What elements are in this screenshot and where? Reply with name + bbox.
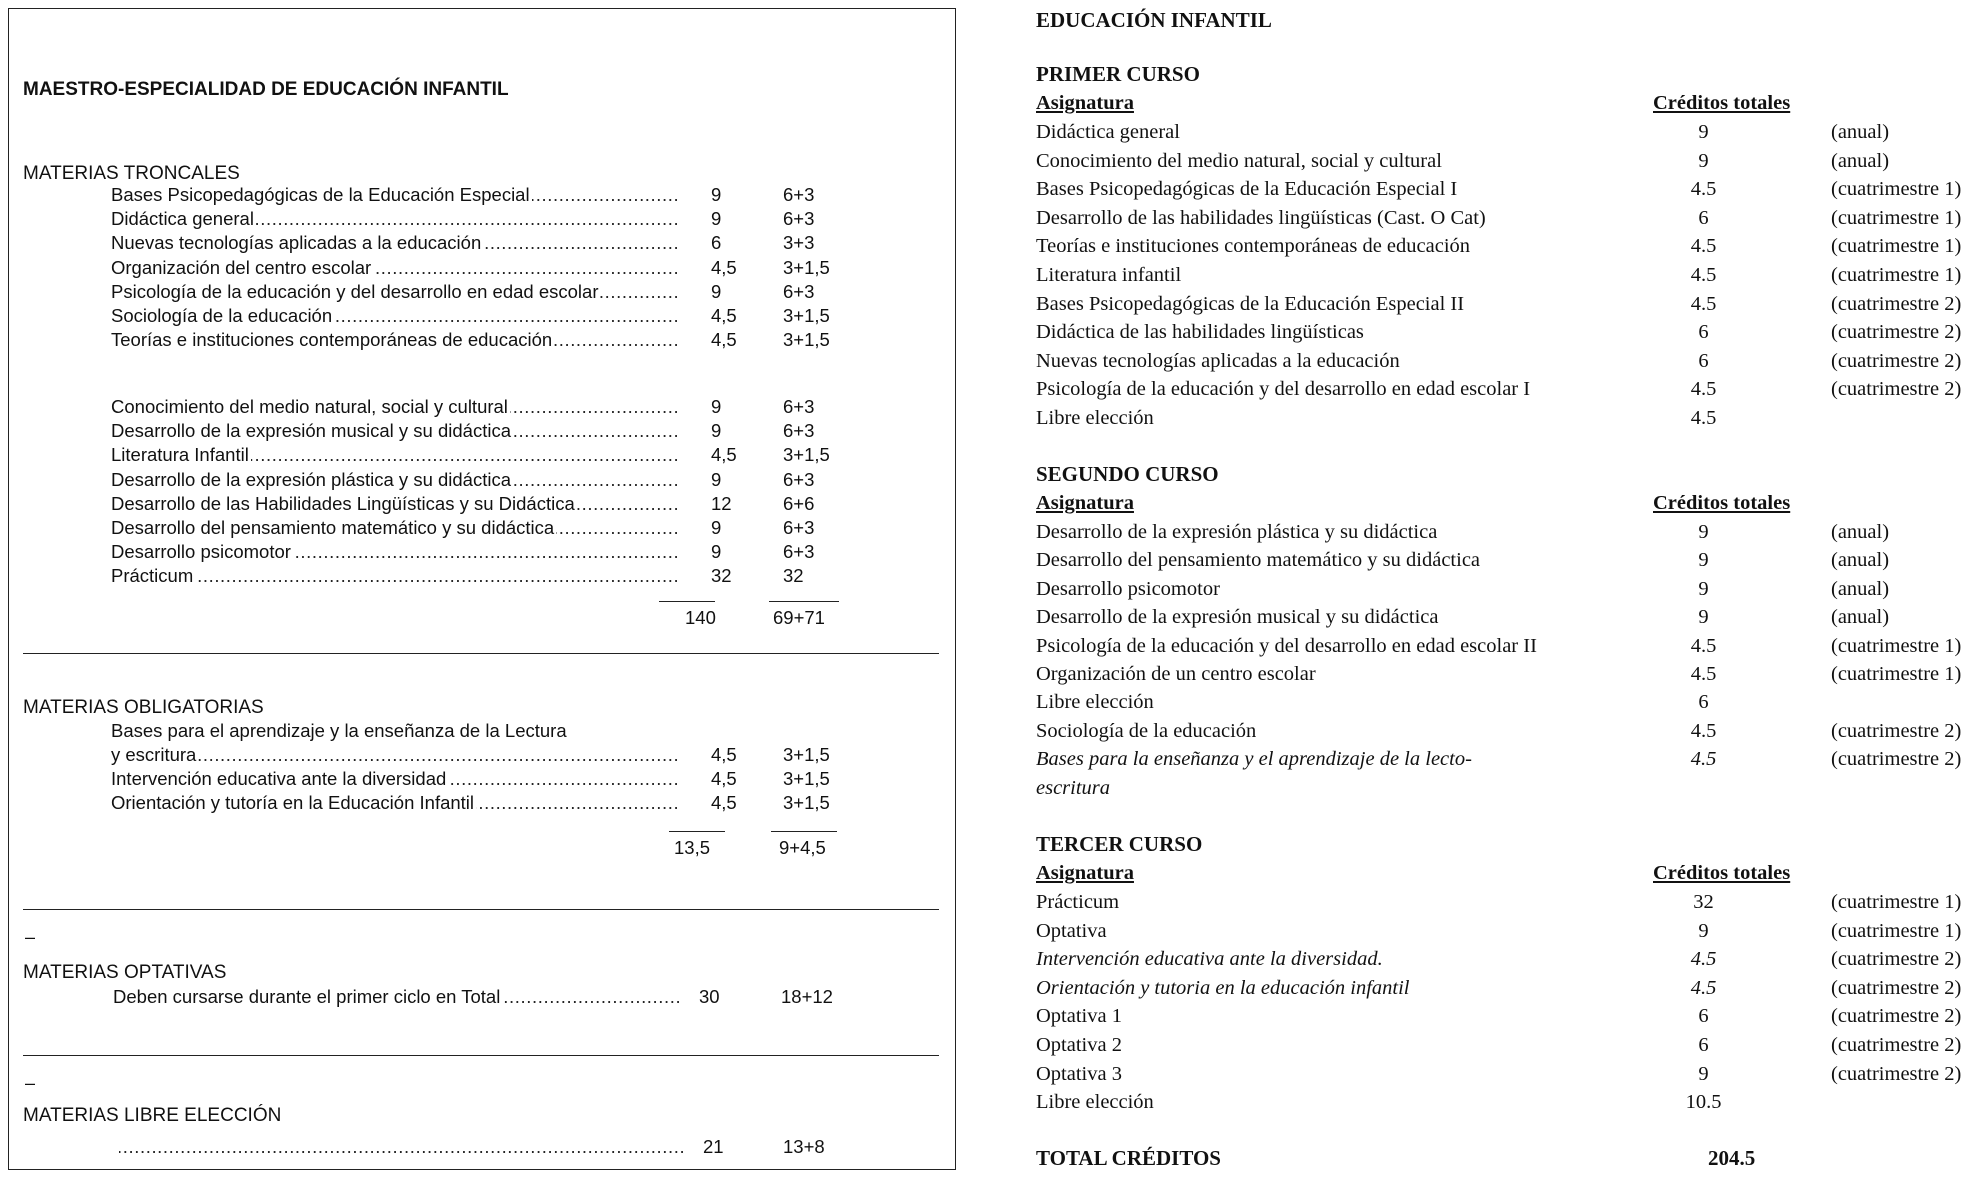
course-row <box>1036 1088 1986 1116</box>
course-credits: 4.5 <box>1690 178 1717 201</box>
course-credits: 9 <box>1698 1062 1709 1085</box>
subject-name: Intervención educativa ante la diversidad ..... <box>111 767 677 791</box>
course-period: (anual) <box>1831 606 1890 629</box>
credits-split: 3+1,5 <box>783 444 830 466</box>
dash-mark: – <box>25 1073 36 1093</box>
subject-name: Orientación y tutoría en la Educación Infantil ..... <box>111 791 677 815</box>
course-credits: 9 <box>1698 577 1709 600</box>
course-subject: Libre elección <box>1036 691 1154 714</box>
credits-split: 3+1,5 <box>783 744 830 765</box>
course-row <box>1036 660 1986 688</box>
course-subject: Optativa <box>1036 919 1107 942</box>
right-panel <box>1036 0 1986 1183</box>
course-period: (cuatrimestre 2) <box>1831 719 1962 742</box>
course-row <box>1036 717 1986 745</box>
col-creditos: Créditos totales <box>1653 862 1791 884</box>
total-label: TOTAL CRÉDITOS <box>1036 1146 1221 1170</box>
course-period: (cuatrimestre 1) <box>1831 178 1962 201</box>
credits-total: 6 <box>711 232 722 254</box>
obligatorias-heading: MATERIAS OBLIGATORIAS <box>23 697 264 718</box>
course-row <box>1036 575 1986 603</box>
left-panel <box>8 8 956 1170</box>
course-period: (cuatrimestre 2) <box>1831 1005 1962 1028</box>
subject-row <box>111 231 941 255</box>
obligatorias-line: Bases para el aprendizaje y la enseñanza de la Lectura <box>111 720 567 741</box>
sum-line-3 <box>669 831 725 832</box>
course-period: (cuatrimestre 1) <box>1831 634 1962 657</box>
course-subject: Bases para la enseñanza y el aprendizaje de la lecto- <box>1036 748 1472 771</box>
course-period: (cuatrimestre 1) <box>1831 663 1962 685</box>
credits-split: 6+3 <box>783 541 815 563</box>
course-credits: 9 <box>1698 121 1709 143</box>
subject-name: Psicología de la educación y del desarrollo en edad escolar ..... <box>111 280 677 304</box>
credits-total: 4,5 <box>711 744 737 765</box>
total-value: 204.5 <box>1708 1146 1756 1170</box>
credits-split: 6+3 <box>783 396 815 417</box>
credits-split: 3+1,5 <box>783 329 830 351</box>
right-title: EDUCACIÓN INFANTIL <box>1036 8 1272 32</box>
course-subject: Optativa 1 <box>1036 1005 1122 1028</box>
course-credits: 4.5 <box>1690 407 1717 429</box>
subject-row <box>111 395 941 419</box>
course-credits: 6 <box>1698 691 1709 714</box>
course-period: (cuatrimestre 1) <box>1831 235 1962 258</box>
divider <box>23 653 939 654</box>
subject-row <box>111 564 941 588</box>
credits-total: 4,5 <box>711 256 737 278</box>
credits-total: 4,5 <box>711 768 737 790</box>
subject-name: Desarrollo del pensamiento matemático y su didáctica ..... <box>111 516 677 540</box>
course-row <box>1036 974 1986 1002</box>
course-row <box>1036 232 1986 260</box>
optativas-row: Deben cursarse durante el primer ciclo en Total ..... 30 18+12 <box>111 985 941 1009</box>
course-row <box>1036 1031 1986 1059</box>
tercer-heading: TERCER CURSO <box>1036 832 1203 856</box>
subject-name: Didáctica general ..... <box>111 207 677 231</box>
course-credits: 4.5 <box>1690 292 1717 315</box>
course-row <box>1036 347 1986 375</box>
course-row <box>1036 888 1986 916</box>
credits-total: 9 <box>711 420 722 442</box>
course-subject: Desarrollo de la expresión plástica y su didáctica <box>1036 521 1438 543</box>
course-subject: Sociología de la educación <box>1036 719 1257 742</box>
course-credits: 9 <box>1698 919 1709 942</box>
course-subject: Didáctica general <box>1036 121 1180 143</box>
course-credits: 9 <box>1698 549 1709 572</box>
credits-total: 4,5 <box>711 792 737 814</box>
course-subject: Prácticum <box>1036 891 1120 913</box>
subject-row <box>111 492 941 516</box>
credits-total: 9 <box>711 280 722 302</box>
credits-split: 3+1,5 <box>783 305 830 326</box>
course-row <box>1036 745 1986 773</box>
credits-total: 9 <box>711 468 722 490</box>
course-credits: 10.5 <box>1685 1091 1722 1114</box>
subject-row <box>111 791 941 815</box>
course-period: (cuatrimestre 1) <box>1831 919 1962 942</box>
sum-line-2 <box>769 601 839 602</box>
subject-row <box>111 256 941 280</box>
course-row <box>1036 204 1986 232</box>
course-row <box>1036 261 1986 289</box>
subject-row <box>111 743 941 767</box>
course-row <box>1036 1002 1986 1030</box>
course-subject: Desarrollo de las habilidades lingüísticas (Cast. O Cat) <box>1036 206 1486 229</box>
course-row <box>1036 118 1986 146</box>
course-credits: 4.5 <box>1690 378 1717 401</box>
subject-row <box>111 516 941 540</box>
course-period: (cuatrimestre 2) <box>1831 1062 1962 1085</box>
subject-name: Literatura Infantil ..... <box>111 443 677 467</box>
credits-total: 9 <box>711 184 722 205</box>
credits-total: 12 <box>711 492 732 514</box>
subject-row <box>111 280 941 304</box>
primer-heading: PRIMER CURSO <box>1036 62 1200 86</box>
divider <box>23 909 939 910</box>
course-subject: Optativa 3 <box>1036 1062 1122 1085</box>
course-credits: 6 <box>1698 349 1709 372</box>
subject-name: Bases Psicopedagógicas de la Educación Especial ..... <box>111 183 677 207</box>
course-row <box>1036 774 1986 802</box>
course-period: (anual) <box>1831 577 1890 600</box>
course-period: (cuatrimestre 2) <box>1831 378 1962 401</box>
segundo-heading: SEGUNDO CURSO <box>1036 462 1219 486</box>
course-subject: Desarrollo psicomotor <box>1036 577 1220 600</box>
course-subject: Bases Psicopedagógicas de la Educación Especial I <box>1036 178 1458 201</box>
course-subject: Nuevas tecnologías aplicadas a la educación <box>1036 349 1400 372</box>
course-row <box>1036 175 1986 203</box>
course-subject: Teorías e instituciones contemporáneas de educación <box>1036 235 1471 258</box>
course-subject: escritura <box>1036 776 1111 799</box>
course-subject: Psicología de la educación y del desarrollo en edad escolar I <box>1036 378 1531 401</box>
course-row <box>1036 318 1986 346</box>
course-row <box>1036 632 1986 660</box>
course-subject: Optativa 2 <box>1036 1034 1122 1056</box>
course-period: (cuatrimestre 2) <box>1831 349 1962 372</box>
credits-total: 9 <box>711 517 722 538</box>
credits-split: 6+3 <box>783 517 815 538</box>
subject-row <box>111 767 941 791</box>
course-credits: 4.5 <box>1690 235 1717 258</box>
obligatorias-total-1: 13,5 <box>674 837 711 858</box>
course-credits: 4.5 <box>1690 663 1717 685</box>
credits-split: 3+3 <box>783 232 815 254</box>
credits-split: 6+3 <box>783 468 815 490</box>
subject-name: Desarrollo psicomotor ..... <box>111 540 677 564</box>
troncales-total-2: 69+71 <box>773 607 825 628</box>
credits-total: 4,5 <box>711 305 737 326</box>
subject-name: Desarrollo de la expresión plástica y su didáctica ..... <box>111 468 677 492</box>
course-credits: 4.5 <box>1690 748 1717 771</box>
col-asignatura: Asignatura <box>1036 92 1134 114</box>
course-credits: 9 <box>1698 521 1709 543</box>
course-row <box>1036 404 1986 432</box>
subject-row <box>111 304 941 328</box>
course-credits: 4.5 <box>1690 976 1717 999</box>
course-row <box>1036 688 1986 716</box>
subject-row <box>111 183 941 207</box>
course-row <box>1036 1060 1986 1088</box>
course-credits: 6 <box>1698 1034 1709 1056</box>
course-subject: Psicología de la educación y del desarrollo en edad escolar II <box>1036 634 1537 657</box>
troncales-heading: MATERIAS TRONCALES <box>23 163 240 184</box>
subject-row <box>111 328 941 352</box>
course-period: (cuatrimestre 2) <box>1831 748 1962 771</box>
sum-line-1 <box>659 601 715 602</box>
credits-total: 9 <box>711 541 722 563</box>
course-period: (cuatrimestre 1) <box>1831 264 1962 286</box>
optativas-heading: MATERIAS OPTATIVAS <box>23 962 227 983</box>
course-credits: 4.5 <box>1690 948 1717 971</box>
course-period: (cuatrimestre 2) <box>1831 321 1962 344</box>
credits-split: 3+1,5 <box>783 792 830 814</box>
credits-split: 3+1,5 <box>783 768 830 790</box>
subject-name: Nuevas tecnologías aplicadas a la educación ..... <box>111 231 677 255</box>
divider <box>23 1055 939 1056</box>
credits-split: 6+3 <box>783 208 815 230</box>
course-subject: Libre elección <box>1036 407 1154 429</box>
col-creditos: Créditos totales <box>1653 92 1791 114</box>
credits-total: 32 <box>711 565 732 587</box>
credits-split: 3+1,5 <box>783 256 830 278</box>
credits-total: 9 <box>711 396 722 417</box>
subject-row <box>111 419 941 443</box>
course-period: (cuatrimestre 1) <box>1831 891 1962 913</box>
course-subject: Literatura infantil <box>1036 264 1182 286</box>
course-credits: 6 <box>1698 321 1709 344</box>
course-period: (cuatrimestre 1) <box>1831 206 1962 229</box>
credits-split: 6+3 <box>783 420 815 442</box>
course-period: (cuatrimestre 2) <box>1831 1034 1962 1056</box>
subject-row <box>111 468 941 492</box>
course-period: (cuatrimestre 2) <box>1831 976 1962 999</box>
course-credits: 4.5 <box>1690 634 1717 657</box>
course-row <box>1036 518 1986 546</box>
subject-name: Conocimiento del medio natural, social y cultural ..... <box>111 395 677 419</box>
course-credits: 6 <box>1698 1005 1709 1028</box>
course-row <box>1036 546 1986 574</box>
course-row <box>1036 917 1986 945</box>
course-credits: 32 <box>1693 891 1714 913</box>
col-asignatura: Asignatura <box>1036 862 1134 884</box>
course-credits: 9 <box>1698 606 1709 629</box>
left-title: MAESTRO-ESPECIALIDAD DE EDUCACIÓN INFANTIL <box>23 79 509 100</box>
libre-row: ..... 21 13+8 <box>111 1135 941 1159</box>
subject-row <box>111 207 941 231</box>
subject-row <box>111 443 941 467</box>
course-subject: Intervención educativa ante la diversidad. <box>1036 948 1383 971</box>
course-period: (cuatrimestre 2) <box>1831 292 1962 315</box>
subject-name: Prácticum ..... <box>111 564 677 588</box>
subject-name: Teorías e instituciones contemporáneas de educación ..... <box>111 328 677 352</box>
col-creditos: Créditos totales <box>1653 492 1791 514</box>
credits-total: 4,5 <box>711 329 737 351</box>
course-period: (anual) <box>1831 549 1890 572</box>
credits-split: 6+3 <box>783 280 815 302</box>
credits-total: 4,5 <box>711 444 737 466</box>
subject-name: Desarrollo de la expresión musical y su didáctica ..... <box>111 419 677 443</box>
subject-name: Desarrollo de las Habilidades Lingüísticas y su Didáctica ..... <box>111 492 677 516</box>
obligatorias-total-2: 9+4,5 <box>779 837 826 858</box>
dash-mark: – <box>25 927 36 947</box>
credits-split: 32 <box>783 565 804 587</box>
course-subject: Organización de un centro escolar <box>1036 663 1316 685</box>
course-subject: Bases Psicopedagógicas de la Educación Especial II <box>1036 292 1465 315</box>
sum-line-4 <box>771 831 837 832</box>
course-subject: Didáctica de las habilidades lingüísticas <box>1036 321 1364 344</box>
course-row <box>1036 147 1986 175</box>
course-subject: Desarrollo del pensamiento matemático y su didáctica <box>1036 549 1481 572</box>
course-credits: 6 <box>1698 206 1709 229</box>
col-asignatura: Asignatura <box>1036 492 1134 514</box>
course-subject: Orientación y tutoria en la educación infantil <box>1036 976 1410 999</box>
course-subject: Libre elección <box>1036 1091 1154 1114</box>
credits-split: 6+3 <box>783 184 815 205</box>
credits-split: 6+6 <box>783 492 815 514</box>
course-row <box>1036 603 1986 631</box>
libre-heading: MATERIAS LIBRE ELECCIÓN <box>23 1105 282 1126</box>
course-row <box>1036 945 1986 973</box>
course-period: (anual) <box>1831 521 1890 543</box>
course-subject: Desarrollo de la expresión musical y su didáctica <box>1036 606 1439 629</box>
course-subject: Conocimiento del medio natural, social y cultural <box>1036 149 1442 172</box>
course-row <box>1036 375 1986 403</box>
subject-row <box>111 540 941 564</box>
course-period: (anual) <box>1831 149 1890 172</box>
course-row <box>1036 290 1986 318</box>
course-period: (anual) <box>1831 121 1890 143</box>
credits-total: 9 <box>711 208 722 230</box>
troncales-total-1: 140 <box>685 607 716 628</box>
subject-name: Organización del centro escolar ..... <box>111 256 677 280</box>
course-credits: 4.5 <box>1690 719 1717 742</box>
course-credits: 9 <box>1698 149 1709 172</box>
subject-name: y escritura ..... <box>111 743 677 767</box>
course-period: (cuatrimestre 2) <box>1831 948 1962 971</box>
course-credits: 4.5 <box>1690 264 1717 286</box>
subject-name: Sociología de la educación ..... <box>111 304 677 328</box>
